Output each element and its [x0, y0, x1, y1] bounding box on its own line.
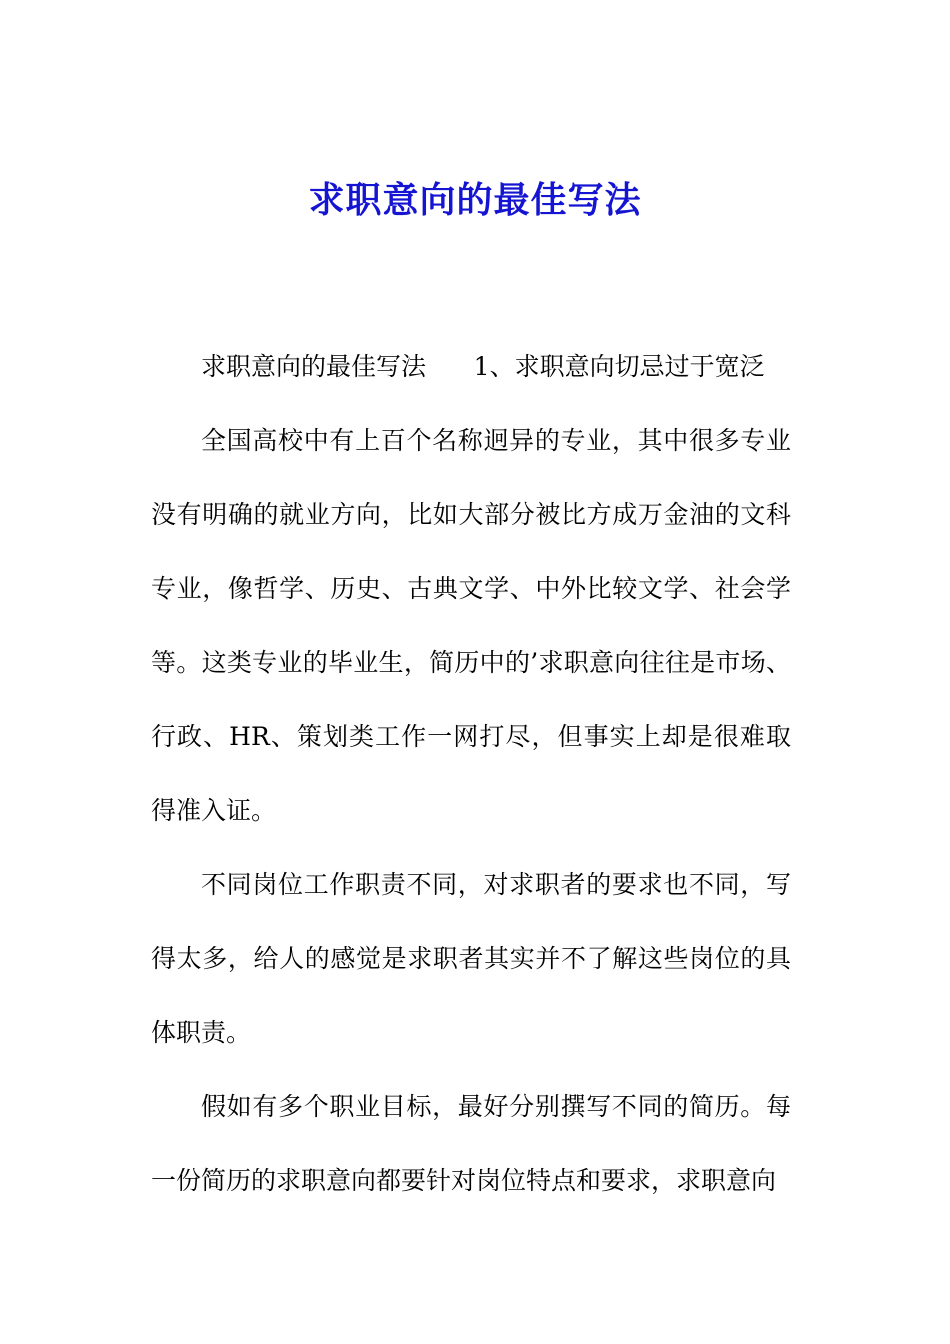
document-body [151, 330, 791, 1218]
paragraph-intro: 求职意向的最佳写法 1、求职意向切忌过于宽泛 [201, 352, 765, 381]
document-title: 求职意向的最佳写法 [308, 180, 642, 221]
paragraph-majors: 全国高校中有上百个名称迥异的专业，其中很多专业没有明确的就业方向，比如大部分被比方成万金油的文科专业，像哲学、历史、古典文学、中外比较文学、社会学等。这类专业的毕业生，简历中的’求职意向往往是市场、行政、HR、策划类工作一网打尽，但事实上却是很难取得准入证。 [151, 426, 791, 825]
paragraph-multiple-goals: 假如有多个职业目标，最好分别撰写不同的简历。每一份简历的求职意向都要针对岗位特点和要求，求职意向 [151, 1092, 791, 1195]
paragraph-duties: 不同岗位工作职责不同，对求职者的要求也不同，写得太多，给人的感觉是求职者其实并不了解这些岗位的具体职责。 [151, 870, 791, 1047]
